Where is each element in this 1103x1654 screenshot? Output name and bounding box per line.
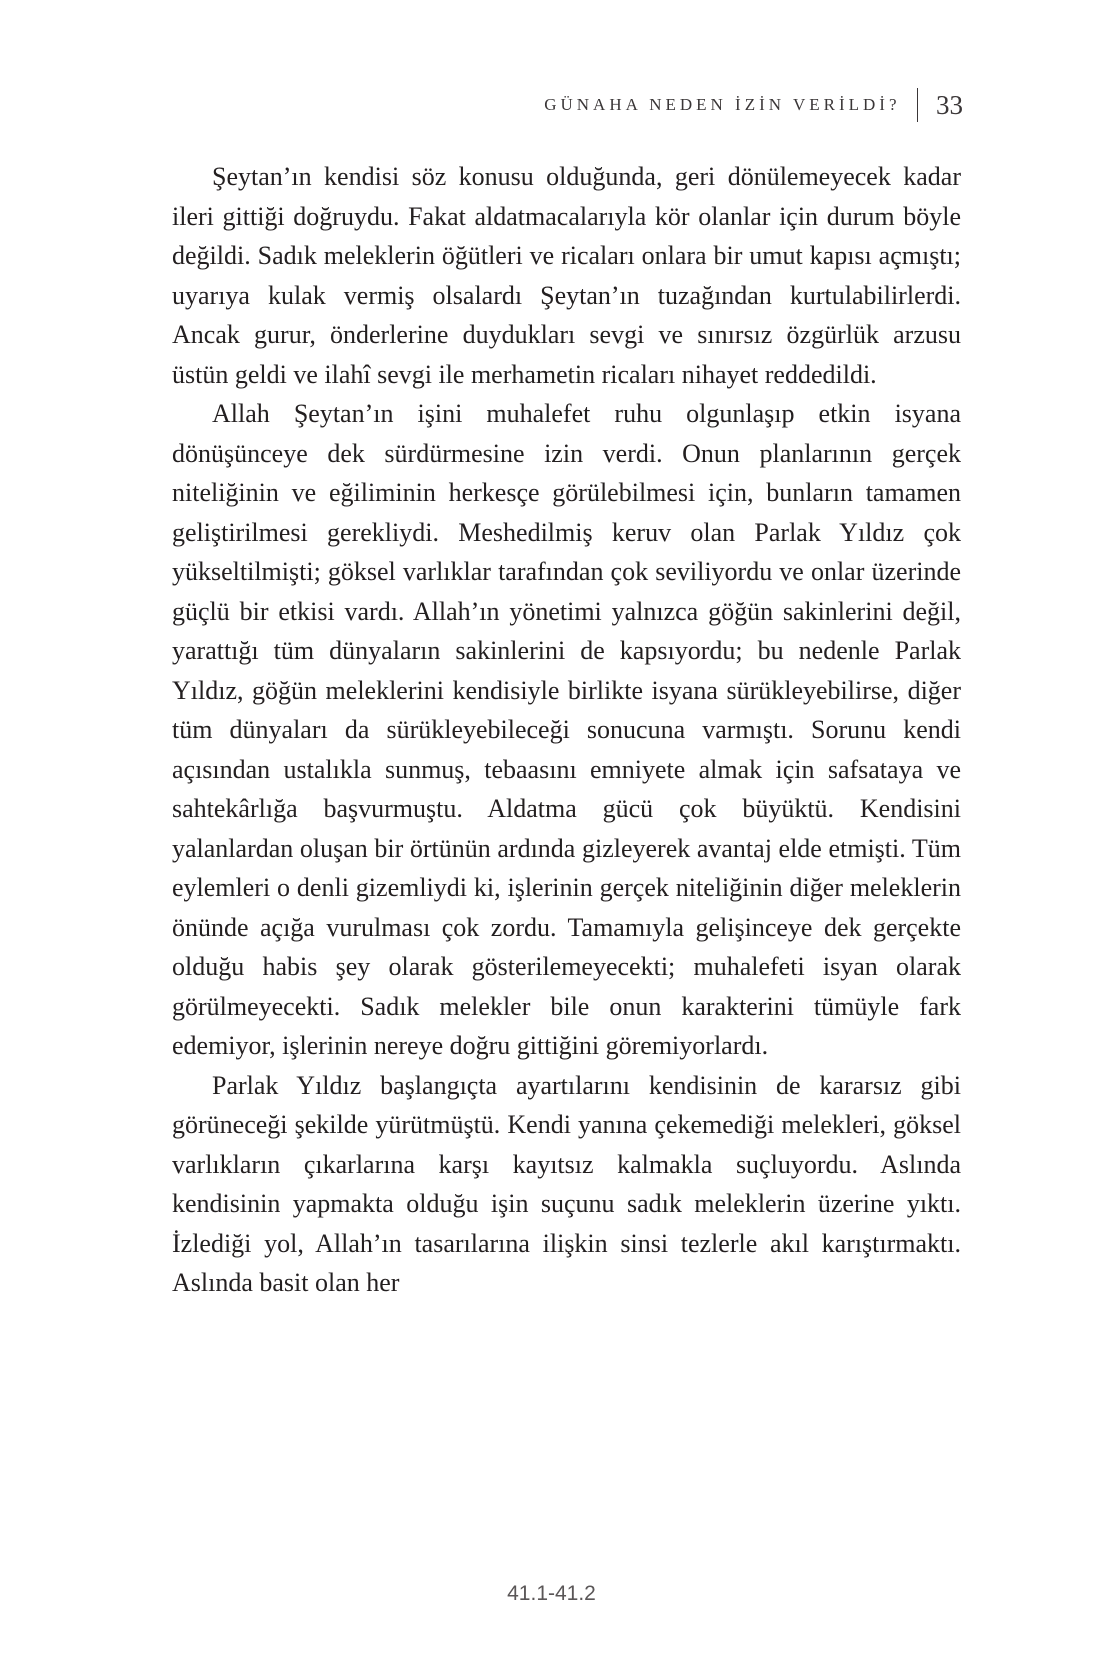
chapter-title: GÜNAHA NEDEN İZİN VERİLDİ? xyxy=(544,95,901,114)
header-divider xyxy=(917,88,919,122)
body-text xyxy=(172,157,961,1303)
paragraph: Şeytan’ın kendisi söz konusu olduğunda, geri dönülemeyecek kadar ileri gittiği doğruydu. Fakat aldatmacalarıyla kör olanlar için durum böyle değildi. Sadık meleklerin öğütleri ve ricaları onlara bir umut kapısı açmıştı; uyarıya kulak vermiş olsalardı Şeytan’ın tuzağından kurtulabilirlerdi. Ancak gurur, önderlerine duydukları sevgi ve sınırsız özgürlük arzusu üstün geldi ve ilahî sevgi ile merhametin ricaları nihayet reddedildi. xyxy=(172,162,961,389)
running-header xyxy=(544,88,963,122)
page-number: 33 xyxy=(936,89,963,120)
paragraph: Allah Şeytan’ın işini muhalefet ruhu olgunlaşıp etkin isyana dönüşünceye dek sürdürmesine izin verdi. Onun planlarının gerçek niteliğinin ve eğiliminin herkesçe görülebilmesi için, bunların tamamen geliştirilmesi gerekliydi. Meshedilmiş keruv olan Parlak Yıldız çok yükseltilmişti; göksel varlıklar tarafından çok seviliyordu ve onlar üzerinde güçlü bir etkisi vardı. Allah’ın yönetimi yalnızca göğün sakinlerini değil, yarattığı tüm dünyaların sakinlerini de kapsıyordu; bu nedenle Parlak Yıldız, göğün meleklerini kendisiyle birlikte isyana sürükleyebilirse, diğer tüm dünyaları da sürükleyebileceği sonucuna varmıştı. Sorunu kendi açısından ustalıkla sunmuş, tebaasını emniyete almak için safsataya ve sahtekârlığa başvurmuştu. Aldatma gücü çok büyüktü. Kendisini yalanlardan oluşan bir örtünün ardında gizleyerek avantaj elde etmişti. Tüm eylemleri o denli gizemliydi ki, işlerinin gerçek niteliğinin diğer meleklerin önünde açığa vurulması çok zordu. Tamamıyla gelişinceye dek gerçekte olduğu habis şey olarak gösterilemeyecekti; muhalefeti isyan olarak görülmeyecekti. Sadık melekler bile onun karakterini tümüyle fark edemiyor, işlerinin nereye doğru gittiğini göremiyorlardı. xyxy=(172,399,961,1060)
paragraph: Parlak Yıldız başlangıçta ayartılarını kendisinin de kararsız gibi görüneceği şekilde yürütmüştü. Kendi yanına çekemediği melekleri, göksel varlıkların çıkarlarına karşı kayıtsız kalmakla suçluyordu. Aslında kendisinin yapmakta olduğu işin suçunu sadık meleklerin üzerine yıktı. İzlediği yol, Allah’ın tasarılarına ilişkin sinsi tezlerle akıl karıştırmaktı. Aslında basit olan her xyxy=(172,1070,961,1297)
reference-footer: 41.1-41.2 xyxy=(507,1582,596,1605)
